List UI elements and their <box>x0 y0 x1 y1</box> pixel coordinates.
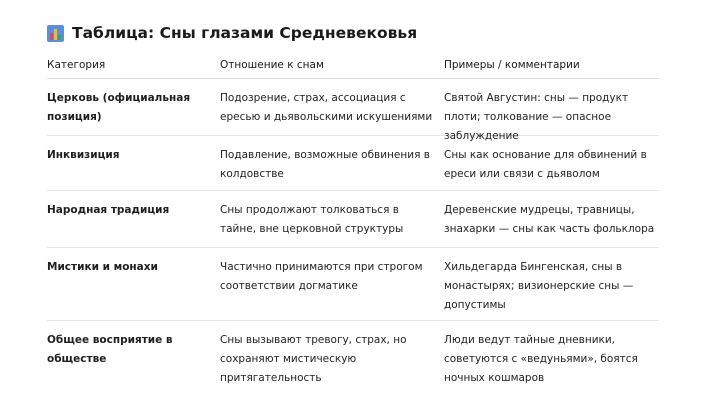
category-cell: Общее восприятие в обществе <box>47 334 173 365</box>
table-row <box>47 191 659 248</box>
table-row <box>47 321 659 385</box>
examples-cell: Деревенские мудрецы, травницы, знахарки — сны как часть фольклора <box>444 204 655 235</box>
examples-cell: Люди ведут тайные дневники, советуются с «ведуньями», боятся ночных кошмаров <box>444 334 638 384</box>
category-cell: Церковь (официальная позиция) <box>47 92 191 123</box>
table-row <box>47 79 659 142</box>
attitude-cell: Подавление, возможные обвинения в колдовстве <box>220 149 430 180</box>
column-header-category: Категория <box>47 59 106 71</box>
examples-cell: Святой Августин: сны — продукт плоти; толкование — опасное заблуждение <box>444 92 629 142</box>
attitude-cell: Сны продолжают толковаться в тайне, вне церковной структуры <box>220 204 404 235</box>
examples-cell: Хильдегарда Бингенская, сны в монастырях; визионерские сны — допустимы <box>444 261 634 311</box>
attitude-cell: Сны вызывают тревогу, страх, но сохраняют мистическую притягательность <box>220 334 407 384</box>
category-cell: Народная традиция <box>47 204 170 216</box>
examples-cell: Сны как основание для обвинений в ереси или связи с дьяволом <box>444 149 647 180</box>
attitude-cell: Частично принимаются при строгом соответствии догматике <box>220 261 423 292</box>
column-header-examples: Примеры / комментарии <box>444 59 580 71</box>
bar-chart-icon <box>47 25 64 42</box>
column-header-attitude: Отношение к снам <box>220 59 324 71</box>
page-heading <box>47 24 417 42</box>
dreams-table <box>47 58 659 385</box>
table-row <box>47 136 659 191</box>
category-cell: Мистики и монахи <box>47 261 158 273</box>
attitude-cell: Подозрение, страх, ассоциация с ересью и дьявольскими искушениями <box>220 92 433 123</box>
page-title: Таблица: Сны глазами Средневековья <box>72 24 418 42</box>
table-header-row <box>47 58 659 79</box>
table-row <box>47 248 659 321</box>
category-cell: Инквизиция <box>47 149 120 161</box>
